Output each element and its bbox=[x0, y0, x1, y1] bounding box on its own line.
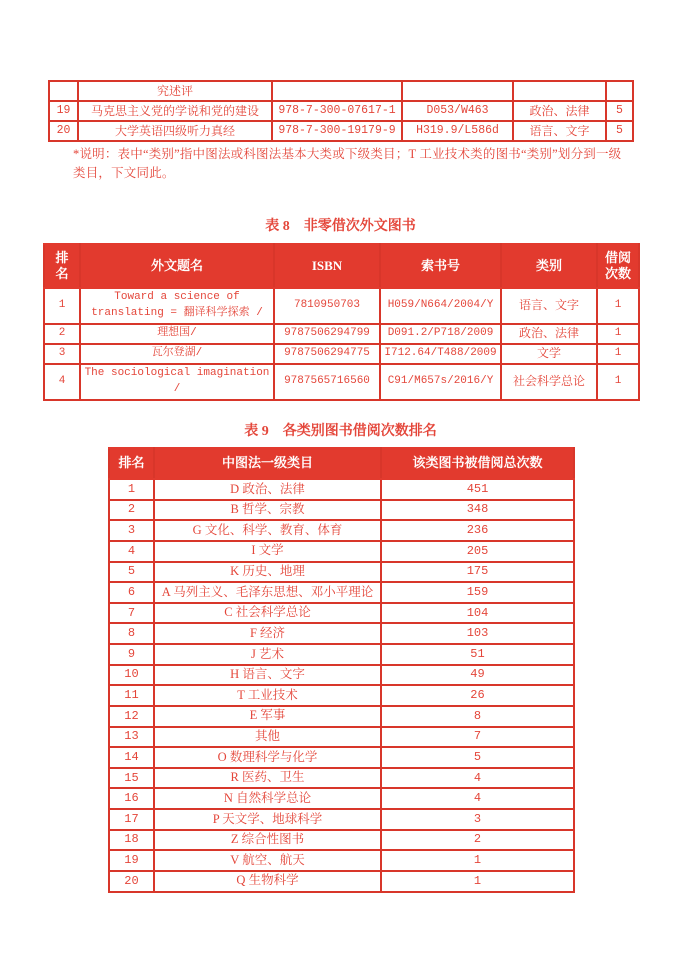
table-row bbox=[109, 582, 574, 603]
table-cell: 1 bbox=[381, 850, 574, 871]
table-row bbox=[44, 324, 639, 344]
table-cell: 5 bbox=[109, 562, 154, 583]
table-cell: H059/N664/2004/Y bbox=[380, 288, 501, 324]
table-cell: Q 生物科学 bbox=[154, 871, 381, 892]
table-footnote: *说明：表中“类别”指中图法或科图法基本大类或下级类目；T 工业技术类的图书“类别”划分到一级类目，下文同此。 bbox=[73, 147, 622, 180]
table-row bbox=[109, 479, 574, 500]
table-row bbox=[109, 871, 574, 892]
table-cell: H 语言、文字 bbox=[154, 665, 381, 686]
table-cell: F 经济 bbox=[154, 623, 381, 644]
table-cell: 9787506294799 bbox=[274, 324, 380, 344]
table-cell: 理想国/ bbox=[80, 324, 274, 344]
table-cell: K 历史、地理 bbox=[154, 562, 381, 583]
header-row bbox=[109, 448, 574, 479]
column-header-rank: 排名 bbox=[109, 448, 154, 479]
column-header-isbn: ISBN bbox=[274, 244, 380, 288]
table-row bbox=[109, 830, 574, 851]
table-cell: R 医药、卫生 bbox=[154, 768, 381, 789]
table-cell: 2 bbox=[109, 500, 154, 521]
table-row bbox=[44, 344, 639, 364]
table-cell: 19 bbox=[49, 101, 78, 121]
column-header-title: 外文题名 bbox=[80, 244, 274, 288]
table-cell: 3 bbox=[44, 344, 80, 364]
column-header-rank: 排名 bbox=[44, 244, 80, 288]
table-cell: 10 bbox=[109, 665, 154, 686]
table-cell: 政治、法律 bbox=[501, 324, 597, 344]
table-cell: A 马列主义、毛泽东思想、邓小平理论 bbox=[154, 582, 381, 603]
table-cell: Toward a science of translating = 翻译科学探索 / bbox=[80, 288, 274, 324]
table-9-category-ranking bbox=[108, 447, 575, 893]
table-cell: 6 bbox=[109, 582, 154, 603]
table-cell: 20 bbox=[49, 121, 78, 141]
table-cell: 348 bbox=[381, 500, 574, 521]
table-cell: The sociological imagination / bbox=[80, 364, 274, 400]
table-cell: 15 bbox=[109, 768, 154, 789]
table-cell: 1 bbox=[597, 364, 639, 400]
table-cell: 1 bbox=[381, 871, 574, 892]
table-row bbox=[109, 665, 574, 686]
table-cell: 1 bbox=[597, 288, 639, 324]
table-cell: E 军事 bbox=[154, 706, 381, 727]
table-cell: 4 bbox=[381, 768, 574, 789]
table-cell: 8 bbox=[109, 623, 154, 644]
table-cell: 16 bbox=[109, 788, 154, 809]
table-cell: 2 bbox=[381, 830, 574, 851]
table-cell: 瓦尔登湖/ bbox=[80, 344, 274, 364]
table-cell: I712.64/T488/2009 bbox=[380, 344, 501, 364]
table-cell: 9 bbox=[109, 644, 154, 665]
table-row bbox=[109, 685, 574, 706]
table-cell: 978-7-300-19179-9 bbox=[272, 121, 402, 141]
table-row bbox=[109, 500, 574, 521]
header-row bbox=[44, 244, 639, 288]
table-cell bbox=[402, 81, 513, 101]
table-cell: T 工业技术 bbox=[154, 685, 381, 706]
table-cell: H319.9/L586d bbox=[402, 121, 513, 141]
table-cell bbox=[272, 81, 402, 101]
table-cell: D053/W463 bbox=[402, 101, 513, 121]
table-row bbox=[109, 788, 574, 809]
table-cell bbox=[606, 81, 633, 101]
table-cell: 451 bbox=[381, 479, 574, 500]
table-cell: 19 bbox=[109, 850, 154, 871]
table-cell: 4 bbox=[109, 541, 154, 562]
table-row bbox=[109, 706, 574, 727]
table-row bbox=[49, 121, 633, 141]
table-cell: 49 bbox=[381, 665, 574, 686]
table-cell: 17 bbox=[109, 809, 154, 830]
table-cell: P 天文学、地球科学 bbox=[154, 809, 381, 830]
table-cell: Z 综合性图书 bbox=[154, 830, 381, 851]
table-cell: 1 bbox=[44, 288, 80, 324]
table-cell: 5 bbox=[606, 121, 633, 141]
table-cell: 104 bbox=[381, 603, 574, 624]
table-cell: 12 bbox=[109, 706, 154, 727]
table-cell: 5 bbox=[606, 101, 633, 121]
table-row bbox=[109, 541, 574, 562]
table-cell: 究述评 bbox=[78, 81, 272, 101]
table-cell: 4 bbox=[44, 364, 80, 400]
table-row bbox=[44, 288, 639, 324]
table-cell: 18 bbox=[109, 830, 154, 851]
column-header-count: 借阅次数 bbox=[597, 244, 639, 288]
table-row bbox=[49, 81, 633, 101]
table-cell: 语言、文字 bbox=[501, 288, 597, 324]
table-cell: 政治、法律 bbox=[513, 101, 606, 121]
table-row bbox=[109, 727, 574, 748]
table-row bbox=[109, 809, 574, 830]
table-cell: 3 bbox=[381, 809, 574, 830]
table-row bbox=[109, 747, 574, 768]
table-7-continued bbox=[48, 80, 634, 142]
table-cell: 1 bbox=[109, 479, 154, 500]
table-cell: 3 bbox=[109, 520, 154, 541]
table-cell: 51 bbox=[381, 644, 574, 665]
table-row bbox=[109, 644, 574, 665]
column-header-callno: 索书号 bbox=[380, 244, 501, 288]
table-cell: 其他 bbox=[154, 727, 381, 748]
table-cell: 7 bbox=[381, 727, 574, 748]
table-row bbox=[109, 850, 574, 871]
table-cell: C91/M657s/2016/Y bbox=[380, 364, 501, 400]
table-cell: 103 bbox=[381, 623, 574, 644]
column-header-total-borrows: 该类图书被借阅总次数 bbox=[381, 448, 574, 479]
table-cell: I 文学 bbox=[154, 541, 381, 562]
table-cell: 20 bbox=[109, 871, 154, 892]
table-cell: D 政治、法律 bbox=[154, 479, 381, 500]
table-9-title: 表 9 各类别图书借阅次数排名 bbox=[244, 424, 437, 439]
table-9-header bbox=[109, 448, 574, 479]
table-cell bbox=[49, 81, 78, 101]
table-cell: 4 bbox=[381, 788, 574, 809]
table-8-foreign-books bbox=[43, 243, 640, 401]
table-cell: 文学 bbox=[501, 344, 597, 364]
table-cell: 9787565716560 bbox=[274, 364, 380, 400]
table-cell: 马克思主义党的学说和党的建设 bbox=[78, 101, 272, 121]
table-cell: 159 bbox=[381, 582, 574, 603]
table-cell: 2 bbox=[44, 324, 80, 344]
table-cell: 11 bbox=[109, 685, 154, 706]
table-cell: D091.2/P718/2009 bbox=[380, 324, 501, 344]
table-cell: C 社会科学总论 bbox=[154, 603, 381, 624]
table-cell: B 哲学、宗教 bbox=[154, 500, 381, 521]
column-header-category: 中图法一级类目 bbox=[154, 448, 381, 479]
column-header-category: 类别 bbox=[501, 244, 597, 288]
table-row bbox=[109, 623, 574, 644]
table-cell: 13 bbox=[109, 727, 154, 748]
table-8-header bbox=[44, 244, 639, 288]
table-7-body bbox=[49, 81, 633, 141]
table-row bbox=[109, 603, 574, 624]
table-cell bbox=[513, 81, 606, 101]
table-cell: J 艺术 bbox=[154, 644, 381, 665]
table-row bbox=[109, 768, 574, 789]
table-cell: 236 bbox=[381, 520, 574, 541]
table-cell: V 航空、航天 bbox=[154, 850, 381, 871]
table-cell: 7810950703 bbox=[274, 288, 380, 324]
table-row bbox=[44, 364, 639, 400]
table-cell: 5 bbox=[381, 747, 574, 768]
table-cell: 8 bbox=[381, 706, 574, 727]
table-cell: 14 bbox=[109, 747, 154, 768]
table-cell: O 数理科学与化学 bbox=[154, 747, 381, 768]
table-cell: 语言、文字 bbox=[513, 121, 606, 141]
table-8-body bbox=[44, 288, 639, 400]
table-cell: N 自然科学总论 bbox=[154, 788, 381, 809]
table-cell: 175 bbox=[381, 562, 574, 583]
table-cell: 26 bbox=[381, 685, 574, 706]
table-cell: 大学英语四级听力真经 bbox=[78, 121, 272, 141]
table-cell: 社会科学总论 bbox=[501, 364, 597, 400]
table-cell: 205 bbox=[381, 541, 574, 562]
table-cell: 9787506294775 bbox=[274, 344, 380, 364]
table-row bbox=[109, 562, 574, 583]
table-cell: 7 bbox=[109, 603, 154, 624]
table-cell: 1 bbox=[597, 344, 639, 364]
table-cell: 1 bbox=[597, 324, 639, 344]
table-8-title: 表 8 非零借次外文图书 bbox=[265, 219, 416, 234]
table-9-body bbox=[109, 479, 574, 892]
table-cell: 978-7-300-07617-1 bbox=[272, 101, 402, 121]
table-cell: G 文化、科学、教育、体育 bbox=[154, 520, 381, 541]
table-row bbox=[109, 520, 574, 541]
table-row bbox=[49, 101, 633, 121]
